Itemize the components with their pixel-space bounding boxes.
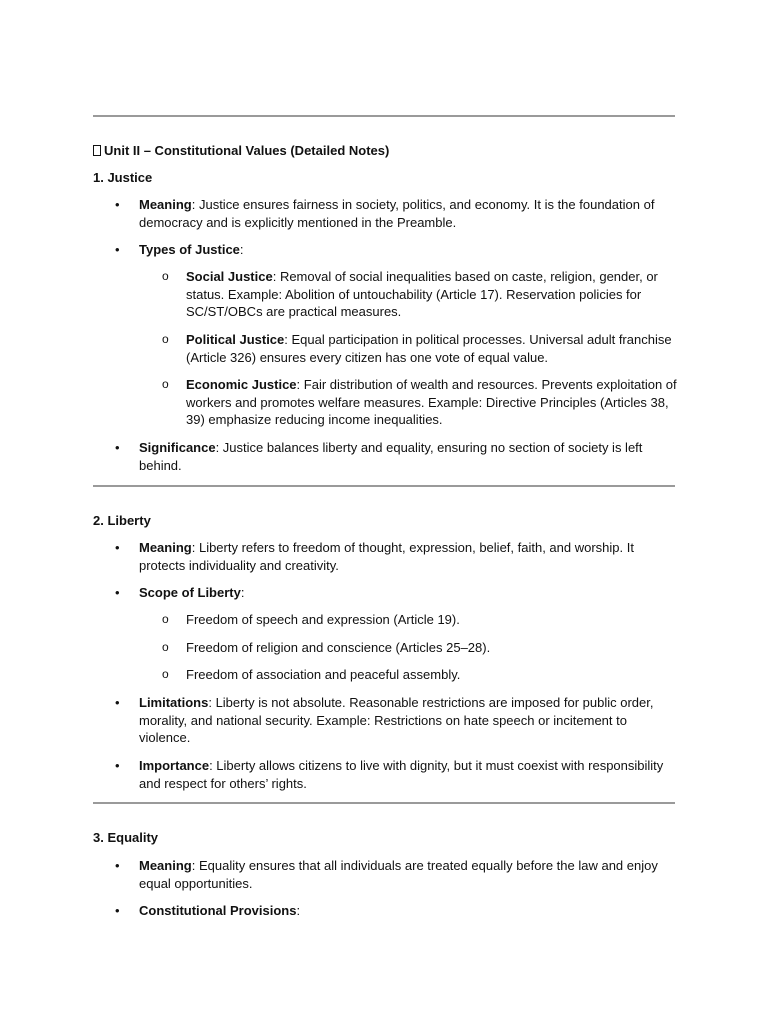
list-item-freedom-religion: Freedom of religion and conscience (Articles 25–28). xyxy=(186,640,491,655)
item-term: Meaning xyxy=(139,858,192,873)
section-heading-justice: 1. Justice xyxy=(93,170,153,185)
bullet-marker: • xyxy=(115,758,120,773)
item-term: Social Justice xyxy=(186,269,273,284)
section-heading-liberty: 2. Liberty xyxy=(93,513,151,528)
bullet-marker: • xyxy=(115,585,120,600)
item-term: Scope of Liberty xyxy=(139,585,241,600)
horizontal-rule xyxy=(93,485,675,487)
list-item-constitutional-provisions xyxy=(139,902,679,920)
list-item-equality-meaning xyxy=(139,857,679,892)
list-item-economic-justice xyxy=(186,376,676,429)
item-text: : Justice ensures fairness in society, politics, and economy. It is the foundation of xyxy=(191,197,655,212)
item-term: Constitutional Provisions xyxy=(139,903,297,918)
item-text-continued: protects individuality and creativity. xyxy=(139,557,339,573)
item-term: Political Justice xyxy=(186,332,285,347)
document-title-text: Unit II – Constitutional Values (Detailed Notes) xyxy=(104,143,390,158)
item-text: : Equality ensures that all individuals are treated equally before the law and enjoy xyxy=(191,858,658,873)
sub-bullet-marker: o xyxy=(162,667,169,681)
item-text-continued: SC/ST/OBCs are practical measures. xyxy=(186,304,402,319)
item-term: Meaning xyxy=(139,197,192,212)
item-text-continued: behind. xyxy=(139,457,182,473)
bullet-marker: • xyxy=(115,858,120,873)
list-item-liberty-importance xyxy=(139,757,679,792)
sub-bullet-marker: o xyxy=(162,332,169,346)
sub-bullet-marker: o xyxy=(162,612,169,626)
list-item-liberty-limitations xyxy=(139,694,679,747)
item-term: Importance xyxy=(139,758,210,773)
list-item-justice-significance xyxy=(139,439,679,474)
sub-bullet-marker: o xyxy=(162,269,169,283)
item-text-continued: (Article 326) ensures every citizen has one vote of equal value. xyxy=(186,349,549,365)
sub-bullet-marker: o xyxy=(162,377,169,391)
item-text-continued: 39) emphasize reducing income inequalities. xyxy=(186,412,443,427)
bullet-marker: • xyxy=(115,695,120,710)
item-text: : xyxy=(239,242,244,257)
item-text: : Liberty allows citizens to live with dignity, but it must coexist with responsibility xyxy=(209,758,664,773)
item-text: : Equal participation in political processes. Universal adult franchise xyxy=(284,332,672,347)
horizontal-rule-top xyxy=(93,115,675,117)
list-item-social-justice xyxy=(186,268,676,321)
item-text-continued: workers and promotes welfare measures. Example: Directive Principles (Articles 38, xyxy=(186,394,669,410)
item-text: : Fair distribution of wealth and resources. Prevents exploitation of xyxy=(296,377,677,392)
list-item-political-justice xyxy=(186,331,676,366)
sub-bullet-marker: o xyxy=(162,640,169,654)
section-heading-equality: 3. Equality xyxy=(93,830,159,845)
list-item-freedom-speech: Freedom of speech and expression (Article 19). xyxy=(186,612,460,627)
list-item-scope-of-liberty xyxy=(139,584,679,602)
missing-glyph-icon xyxy=(93,145,101,156)
bullet-marker: • xyxy=(115,242,120,257)
bullet-marker: • xyxy=(115,540,120,555)
item-term: Economic Justice xyxy=(186,377,297,392)
item-text-continued: violence. xyxy=(139,730,191,745)
item-term: Limitations xyxy=(139,695,209,710)
item-term: Types of Justice xyxy=(139,242,240,257)
item-text: : Liberty refers to freedom of thought, expression, belief, faith, and worship. It xyxy=(191,540,634,555)
bullet-marker: • xyxy=(115,903,120,918)
list-item-justice-meaning xyxy=(139,196,679,231)
list-item-types-of-justice xyxy=(139,241,679,259)
item-text: : Liberty is not absolute. Reasonable restrictions are imposed for public order, xyxy=(208,695,654,710)
item-text-continued: status. Example: Abolition of untouchability (Article 17). Reservation policies for xyxy=(186,286,642,302)
bullet-marker: • xyxy=(115,197,120,212)
item-text-continued: and respect for others’ rights. xyxy=(139,775,307,791)
horizontal-rule xyxy=(93,802,675,804)
item-text-continued: equal opportunities. xyxy=(139,875,253,891)
item-text: : xyxy=(240,585,245,600)
item-text: : xyxy=(296,903,301,918)
list-item-freedom-association: Freedom of association and peaceful assembly. xyxy=(186,667,461,682)
item-text: : Justice balances liberty and equality, ensuring no section of society is left xyxy=(215,440,643,455)
item-term: Meaning xyxy=(139,540,192,555)
list-item-liberty-meaning xyxy=(139,539,679,574)
document-title xyxy=(93,142,389,160)
item-text-continued: democracy and is explicitly mentioned in the Preamble. xyxy=(139,214,457,230)
bullet-marker: • xyxy=(115,440,120,455)
item-term: Significance xyxy=(139,440,216,455)
item-text: : Removal of social inequalities based on caste, religion, gender, or xyxy=(272,269,658,284)
item-text-continued: morality, and national security. Example: Restrictions on hate speech or incitement to xyxy=(139,712,627,728)
